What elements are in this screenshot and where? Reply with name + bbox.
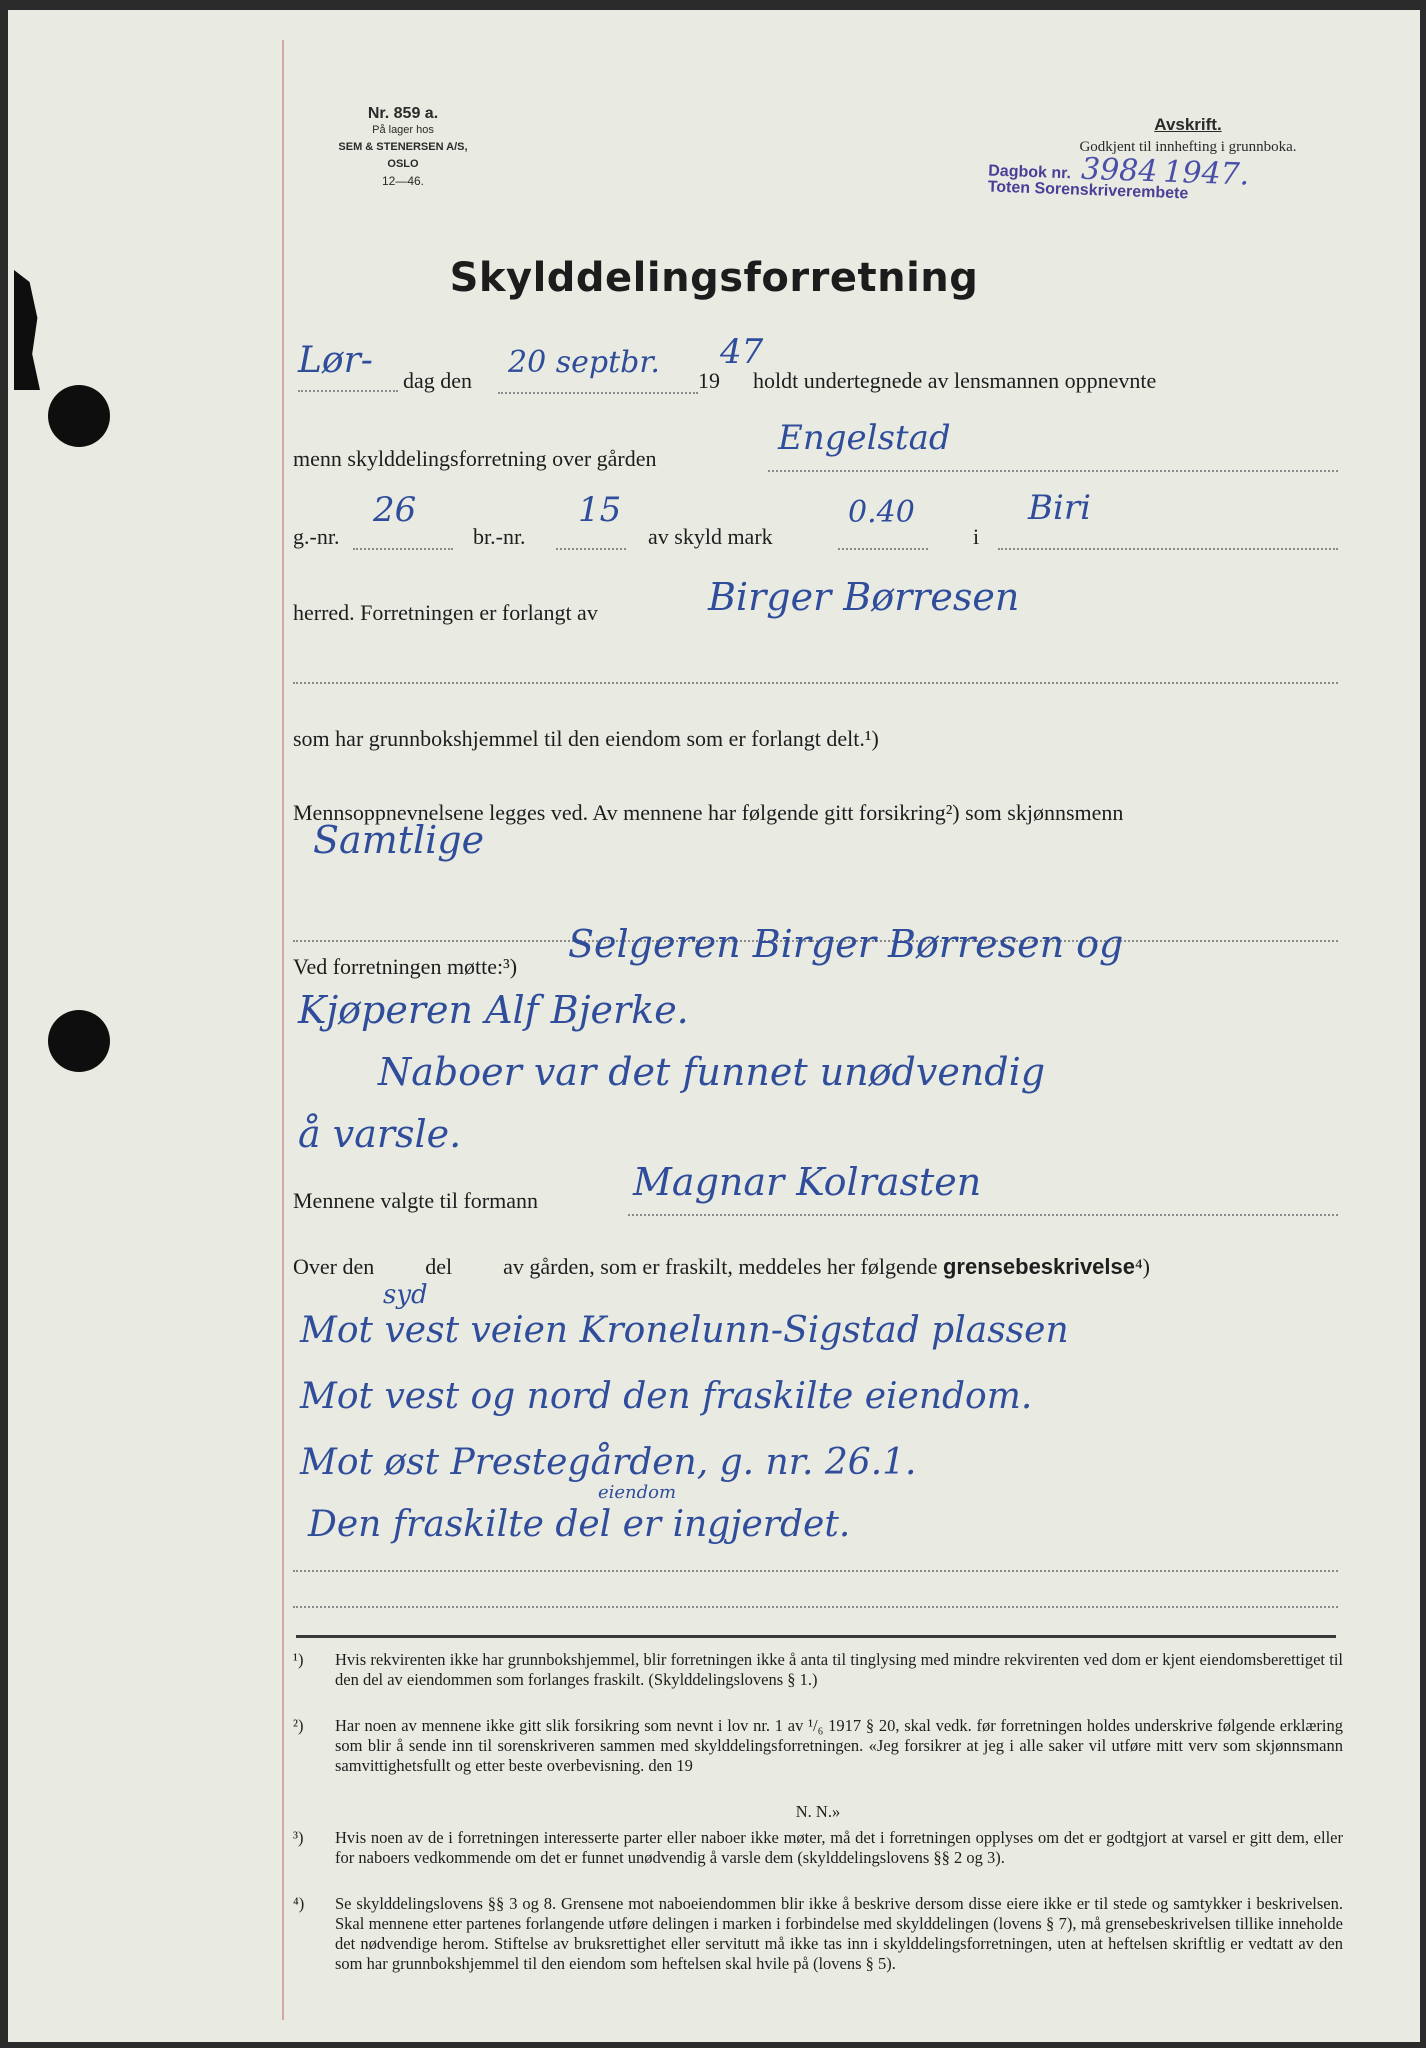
label-bnr: br.-nr.	[473, 524, 526, 549]
attended-line-2: Kjøperen Alf Bjerke.	[298, 988, 689, 1032]
footnote-signature	[293, 1802, 1343, 1822]
boundary-line-3: Mot øst Prestegården, g. nr. 26.1.	[300, 1442, 917, 1483]
footnote-3	[293, 1828, 1343, 1868]
attended-line-1: Selgeren Birger Børresen og	[568, 922, 1124, 966]
footnote-mark: ²)	[293, 1716, 304, 1735]
punch-hole-bottom	[48, 1010, 110, 1072]
dotted-line	[998, 548, 1338, 550]
boundary-intro-bold: grensebeskrivelse	[942, 1254, 1136, 1279]
form-number: Nr. 859 a.	[367, 105, 439, 122]
document-page	[8, 10, 1420, 2042]
dotted-line	[628, 1214, 1338, 1216]
handwritten-year: 47	[720, 332, 764, 372]
stamp-line: Toten Sorenskriverembete	[987, 178, 1189, 203]
label-hjemmel: som har grunnbokshjemmel til den eiendom som er forlangt delt.¹)	[293, 726, 879, 751]
handwritten-requester: Birger Børresen	[708, 575, 1020, 619]
dotted-line	[293, 1570, 1338, 1572]
dotted-line	[298, 390, 398, 392]
handwritten-bnr: 15	[578, 490, 622, 530]
label-herred: herred. Forretningen er forlangt av	[293, 600, 598, 625]
footnote-2	[293, 1716, 1343, 1776]
label-skyld: av skyld mark	[648, 524, 773, 549]
label-gnr: g.-nr.	[293, 524, 340, 549]
stamp-year: 1947.	[1162, 154, 1250, 193]
handwritten-farm-name: Engelstad	[778, 418, 951, 458]
handwritten-gnr: 26	[373, 490, 417, 530]
handwritten-municipality: Biri	[1028, 488, 1091, 528]
footnote-separator	[296, 1635, 1336, 1638]
handwritten-skyld: 0.40	[848, 495, 915, 530]
publisher-line: På lager hos	[372, 124, 434, 136]
footnote-text: Se skylddelingslovens §§ 3 og 8. Grensene mot naboeiendommen blir ikke å beskrive dersom disse eiere ikke er til stede og samtykker i beskrivelsen. Skal mennene etter partenes forlangende utføre delingen i marken i forbindelse med skylddelingen (lovens § 7), må grensebeskrivelsen tillike inneholde det nødvendige herom. Stiftelse av bruksrettighet eller servitutt må ikke tas inn i skylddelingsforretningen, uten at heftelsen skriftlig er vedtatt av den som har grunnbokshjemmel til den eiendom som heftelsen skal hvile på (lovens § 5).	[335, 1894, 1343, 1973]
dotted-line	[838, 548, 928, 550]
label-menn: Mennsoppnevnelsene legges ved. Av mennene har følgende gitt forsikring²) som skjønnsmenn	[293, 800, 1124, 825]
attended-line-3: Naboer var det funnet unødvendig	[378, 1050, 1046, 1094]
handwritten-date: 20 septbr.	[508, 345, 660, 380]
dotted-line	[498, 392, 698, 394]
dotted-line	[293, 1606, 1338, 1608]
boundary-line-1: Mot vest veien Kronelunn-Sigstad plassen	[300, 1310, 1069, 1351]
approval-text: Godkjent til innhefting i grunnboka.	[1079, 139, 1297, 155]
footnote-4	[293, 1894, 1343, 1974]
attended-line-4: å varsle.	[298, 1112, 462, 1156]
dotted-line	[768, 470, 1338, 472]
label-attended: Ved forretningen møtte:³)	[293, 954, 518, 979]
footnote-text: Hvis noen av de i forretningen interesserte parter eller naboer ikke møter, må det i forretningen opplyses om det er godtgjort at varsel er gitt dem, eller for naboers vedkommende om det er funnet unødvendig å varsle dem (skylddelingslovens §§ 2 og 3).	[335, 1828, 1343, 1867]
boundary-intro-1: Over den	[293, 1254, 375, 1279]
label-dag-den: dag den	[403, 368, 473, 393]
boundary-intro-3: av gården, som er fraskilt, meddeles her følgende	[503, 1254, 938, 1279]
label-boundary	[293, 1254, 1150, 1280]
margin-line	[282, 40, 284, 2020]
label-i: i	[973, 524, 980, 549]
document-title: Skylddelingsforretning	[449, 255, 979, 301]
footnote-1	[293, 1650, 1343, 1690]
boundary-line-4: Den fraskilte del er ingjerdet.	[308, 1504, 851, 1545]
footnote-text: Har noen av mennene ikke gitt slik forsikring som nevnt i lov nr. 1 av ¹/₆ 1917 § 20, skal vedk. før forretningen holdes underskrive følgende erklæring som blir å sende inn til sorenskriveren sammen med skylddelingsforretningen. «Jeg forsikrer at jeg i alle saker vil utføre mitt verv som skjønnsmann samvittighetsfullt og etter beste overbevisning. den 19	[335, 1716, 1343, 1775]
footnote-mark: ³)	[293, 1828, 304, 1847]
publisher-line: SEM & STENERSEN A/S, OSLO	[338, 141, 468, 170]
boundary-intro-sup: ⁴)	[1135, 1254, 1151, 1279]
handwritten-assessors: Samtlige	[313, 818, 485, 862]
copy-header	[1038, 115, 1338, 156]
copy-label: Avskrift.	[1154, 115, 1222, 134]
handwritten-chairman: Magnar Kolrasten	[633, 1160, 982, 1204]
registry-stamp	[987, 151, 1250, 207]
label-farm: menn skylddelingsforretning over gården	[293, 446, 657, 471]
stamp-line: Dagbok nr.	[987, 162, 1072, 183]
label-chairman: Mennene valgte til formann	[293, 1188, 538, 1213]
footnote-mark: ¹)	[293, 1650, 304, 1669]
publisher-block	[333, 105, 473, 190]
dotted-line	[293, 682, 1338, 684]
handwritten-day: Lør-	[298, 340, 373, 381]
publisher-line: 12—46.	[381, 174, 425, 188]
footnote-text: Hvis rekvirenten ikke har grunnbokshjemmel, blir forretningen ikke å anta til tinglysing med mindre rekvirenten ved dom er kjent eiendomsberettiget til den del av eiendommen som forlanges fraskilt. (Skylddelingslovens § 1.)	[335, 1650, 1343, 1689]
boundary-insert: syd	[383, 1280, 428, 1310]
dotted-line	[556, 548, 626, 550]
footnote-mark: ⁴)	[293, 1894, 305, 1913]
label-held: holdt undertegnede av lensmannen oppnevnte	[753, 368, 1157, 393]
boundary-intro-2: del	[425, 1254, 453, 1279]
stamp-number: 3984	[1080, 151, 1159, 190]
footnote-text: N. N.»	[795, 1802, 841, 1821]
boundary-correction: eiendom	[598, 1482, 677, 1503]
label-year-prefix: 19	[698, 368, 720, 393]
punch-hole-top	[48, 385, 110, 447]
boundary-line-2: Mot vest og nord den fraskilte eiendom.	[300, 1376, 1033, 1417]
dotted-line	[353, 548, 453, 550]
